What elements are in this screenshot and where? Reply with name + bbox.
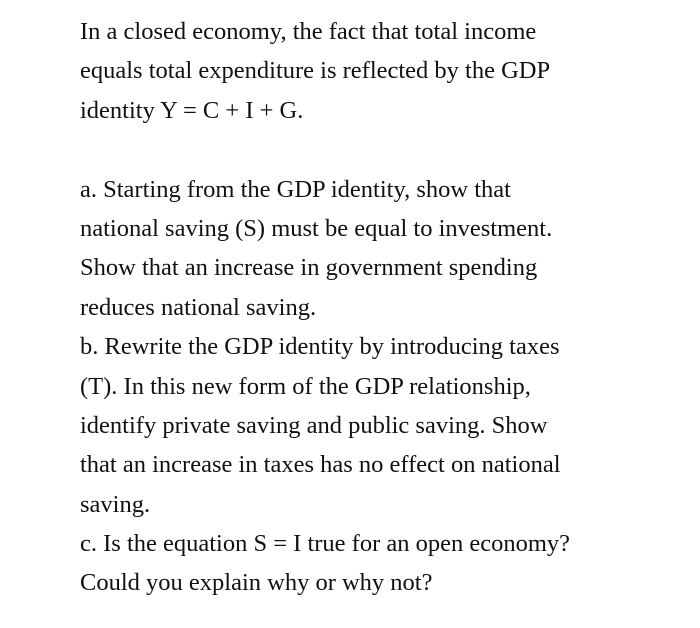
part-a (80, 170, 680, 328)
text-line: (T). In this new form of the GDP relationship, (80, 372, 531, 400)
text-line: c. Is the equation S = I true for an open economy? (80, 530, 571, 558)
text-line: identify private saving and public saving. Show (80, 411, 548, 439)
intro-paragraph (80, 12, 680, 130)
text-line: identity Y = C + I + G. (80, 96, 304, 124)
question-document (80, 12, 680, 603)
text-line: b. Rewrite the GDP identity by introducing taxes (80, 333, 560, 361)
text-line: Could you explain why or why not? (80, 569, 433, 597)
part-c (80, 524, 680, 603)
text-line: national saving (S) must be equal to investment. (80, 214, 553, 242)
part-b (80, 327, 680, 524)
text-line: equals total expenditure is reflected by the GDP (80, 57, 551, 85)
text-line: a. Starting from the GDP identity, show that (80, 175, 511, 203)
text-line: saving. (80, 490, 151, 518)
text-line: Show that an increase in government spending (80, 254, 538, 282)
text-line: reduces national saving. (80, 293, 317, 321)
text-line: In a closed economy, the fact that total income (80, 18, 537, 45)
paragraph-gap (80, 130, 680, 169)
text-line: that an increase in taxes has no effect on national (80, 451, 561, 479)
